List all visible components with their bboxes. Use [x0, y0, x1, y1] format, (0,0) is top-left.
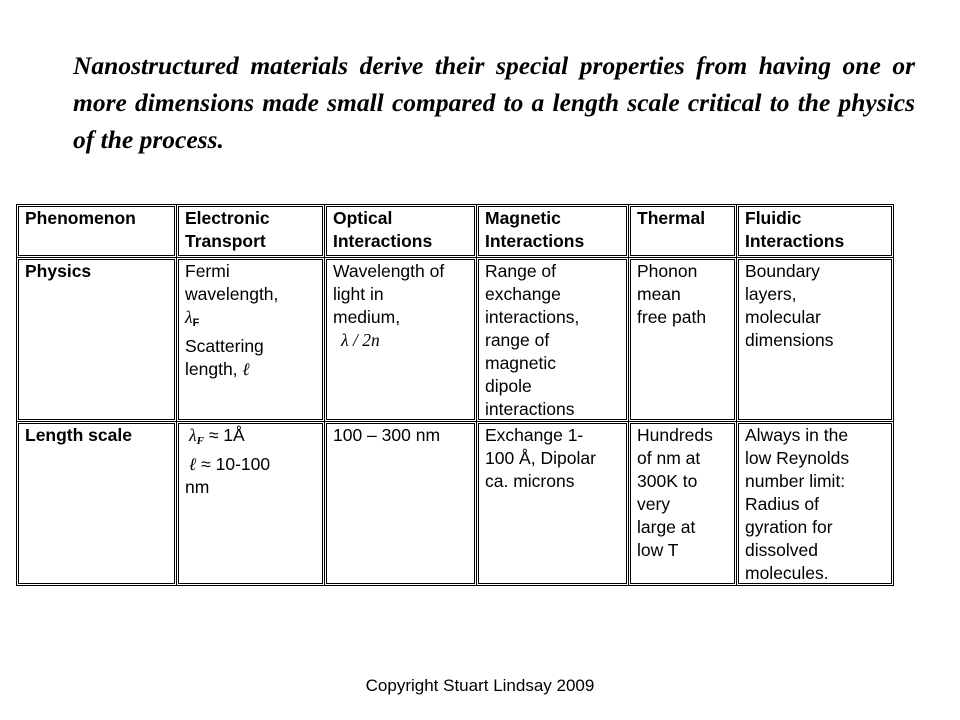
header-thermal: Thermal: [629, 205, 737, 258]
lambda-f-symbol: $\lambda_F$: [185, 307, 200, 329]
ell-symbol: ℓ: [242, 359, 250, 379]
physics-electronic-text-1: Fermi wavelength,: [185, 261, 279, 304]
physics-optical-cell: [325, 258, 477, 422]
header-fluidic-interactions: Fluidic Interactions: [737, 205, 894, 258]
header-phenomenon: Phenomenon: [17, 205, 177, 258]
physics-optical-text: Wavelength of light in medium,: [333, 261, 445, 327]
physics-electronic-cell: [177, 258, 325, 422]
physics-thermal-cell: Phonon mean free path: [629, 258, 737, 422]
header-magnetic-interactions: Magnetic Interactions: [477, 205, 629, 258]
table-header-row: [17, 205, 894, 258]
length-optical-cell: 100 – 300 nm: [325, 422, 477, 586]
physics-fluidic-cell: Boundary layers, molecular dimensions: [737, 258, 894, 422]
phenomena-table: [16, 204, 894, 586]
length-magnetic-cell: Exchange 1- 100 Å, Dipolar ca. microns: [477, 422, 629, 586]
row-label-physics: Physics: [17, 258, 177, 422]
physics-magnetic-cell: Range of exchange interactions, range of magnetic dipole interactions: [477, 258, 629, 422]
length-scale-table: [16, 204, 893, 583]
table-row-physics: [17, 258, 894, 422]
intro-paragraph: Nanostructured materials derive their special properties from having one or more dimensions made small compared to a length scale critical to the physics of the process.: [73, 51, 915, 154]
row-label-length-scale: Length scale: [17, 422, 177, 586]
lambda-f-value: $\lambda_F$ ≈ 1Å: [189, 425, 245, 447]
physics-electronic-text-2: Scattering length, ℓ: [185, 336, 264, 379]
ell-value: ℓ ≈ 10-100 nm: [185, 454, 271, 497]
lambda-over-2n-formula: λ / 2n: [341, 330, 380, 350]
copyright-footer: Copyright Stuart Lindsay 2009: [365, 676, 595, 695]
length-fluidic-cell: Always in the low Reynolds number limit: Radius of gyration for dissolved molecules.: [737, 422, 894, 586]
header-electronic-transport: Electronic Transport: [177, 205, 325, 258]
table-row-length-scale: [17, 422, 894, 586]
length-thermal-cell: Hundreds of nm at 300K to very large at low T: [629, 422, 737, 586]
length-electronic-cell: [177, 422, 325, 586]
header-optical-interactions: Optical Interactions: [325, 205, 477, 258]
